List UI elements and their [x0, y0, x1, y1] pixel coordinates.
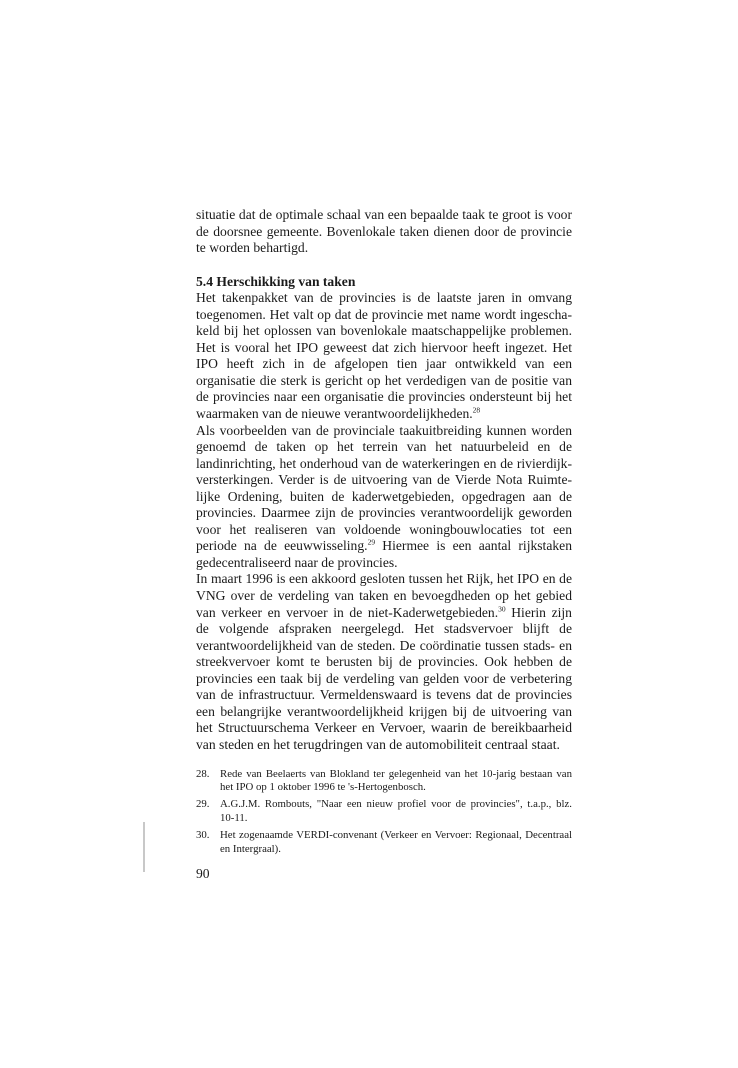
text-line-body: waarmaken van de nieuwe verantwoordelijkheden. — [196, 406, 473, 422]
paragraph-voorbeelden — [196, 423, 572, 572]
text-line: organisatie die sterk is gericht op het verdedigen van de positie van — [196, 372, 572, 388]
page-content — [196, 207, 572, 882]
section-heading: 5.4 Herschikking van taken — [196, 273, 356, 289]
text-line — [196, 605, 572, 622]
footnote-text — [220, 798, 572, 825]
text-line: keld bij het oplossen van bovenlokale maatschappelijke problemen. — [196, 323, 572, 339]
footnote-number: 29. — [196, 798, 210, 811]
footnote-number: 30. — [196, 829, 210, 842]
footnote-29 — [196, 798, 572, 825]
text-line: In maart 1996 is een akkoord gesloten tussen het Rijk, het IPO en de — [196, 571, 572, 587]
text-line: de provincies naar een organisatie die provincies ondersteunt bij het — [196, 389, 572, 405]
text-line: situatie dat de optimale schaal van een bepaalde taak te groot is voor — [196, 207, 572, 222]
text-line — [196, 406, 572, 423]
text-line: de doorsnee gemeente. Bovenlokale taken dienen door de provincie — [196, 223, 572, 239]
text-line: verantwoordelijkheid van de steden. De coördinatie tussen stads- en — [196, 637, 572, 653]
text-line: Het is vooral het IPO geweest dat zich hiervoor heeft ingezet. Het — [196, 339, 572, 355]
text-line: versterkingen. Verder is de uitvoering van de Vierde Nota Ruimte- — [196, 472, 572, 488]
footnote-number: 28. — [196, 767, 210, 780]
text-line — [196, 538, 572, 555]
text-line-end: Hiermee is een aantal rijkstaken — [375, 538, 572, 554]
text-line: toegenomen. Het valt op dat de provincie met name wordt ingescha- — [196, 306, 572, 322]
footnote-line: A.G.J.M. Rombouts, "Naar een nieuw profiel voor de provincies", t.a.p., blz. — [220, 798, 572, 811]
footnote-line: Rede van Beelaerts van Blokland ter gelegenheid van het 10-jarig bestaan van — [220, 767, 572, 780]
text-line: van steden en het terugdringen van de automobiliteit centraal staat. — [196, 736, 560, 752]
text-line: de volgende afspraken neergelegd. Het stadsvervoer blijft de — [196, 621, 572, 637]
text-line: streekvervoer komt te berusten bij de provincies. Ook hebben de — [196, 654, 572, 670]
intro-paragraph — [196, 207, 572, 257]
text-line: IPO heeft zich in de afgelopen tien jaar ontwikkeld van een — [196, 356, 572, 372]
text-line-start: van verkeer en vervoer in de niet-Kaderwetgebieden. — [196, 604, 499, 620]
text-line: provincies. Daarmee zijn de provincies verantwoordelijk geworden — [196, 505, 572, 521]
paragraph-akkoord — [196, 571, 572, 753]
paragraph-takenpakket — [196, 290, 572, 422]
text-line: Het takenpakket van de provincies is de laatste jaren in omvang — [196, 290, 572, 306]
text-line: VNG over de verdeling van taken en bevoegdheden op het gebied — [196, 588, 572, 604]
text-line-end: Hierin zijn — [505, 604, 572, 620]
text-line: provincies een taak bij de verdeling van gelden voor de verbetering — [196, 670, 572, 686]
footnote-line: Het zogenaamde VERDI-convenant (Verkeer en Vervoer: Regionaal, Decentraal — [220, 829, 572, 842]
text-line: te worden behartigd. — [196, 240, 309, 256]
text-line-start: periode na de eeuwwisseling. — [196, 538, 368, 554]
footnote-line: 10-11. — [220, 811, 248, 824]
footnote-text — [220, 829, 572, 856]
footnotes — [196, 768, 572, 856]
footnote-ref-30: 30 — [498, 604, 506, 614]
footnote-ref-28: 28 — [472, 405, 481, 415]
footnote-line: en Intergraal). — [220, 842, 281, 855]
text-line: lijke Ordening, buiten de kaderwetgebieden, opgedragen aan de — [196, 488, 572, 504]
text-line: voor het realiseren van voldoende woningbouwlocaties tot een — [196, 521, 572, 537]
footnote-28 — [196, 768, 572, 795]
text-line: het Structuurschema Verkeer en Vervoer, waarin de bereikbaarheid — [196, 720, 572, 736]
text-line: landinrichting, het onderhoud van de waterkeringen en de rivierdijk- — [196, 455, 572, 471]
footnote-ref-29: 29 — [367, 537, 376, 547]
page-number: 90 — [196, 865, 210, 881]
text-line: gedecentraliseerd naar de provincies. — [196, 554, 398, 570]
text-line: genoemd de taken op het terrein van het natuurbeleid en de — [196, 439, 572, 455]
footnote-line: het IPO op 1 oktober 1996 te 's-Hertogenbosch. — [220, 780, 426, 793]
footnote-text — [220, 768, 572, 795]
margin-scan-mark — [143, 822, 145, 872]
text-line: van de infrastructuur. Vermeldenswaard is tevens dat de provincies — [196, 687, 572, 703]
footnote-30 — [196, 829, 572, 856]
text-line: Als voorbeelden van de provinciale taakuitbreiding kunnen worden — [196, 422, 572, 438]
text-line: een belangrijke verantwoordelijkheid krijgen bij de uitvoering van — [196, 703, 572, 719]
